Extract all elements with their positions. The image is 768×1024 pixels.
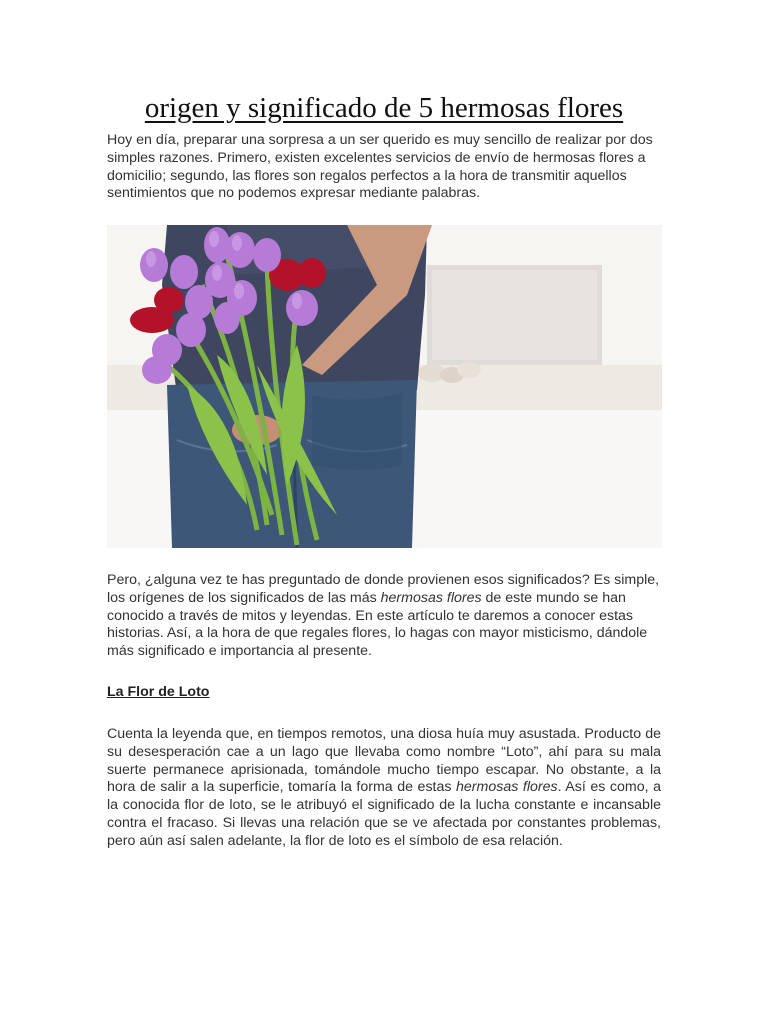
emphasis-text: hermosas flores — [456, 779, 558, 796]
paragraph-text: de este mundo se han conocido a través de mitos y leyendas. En este artículo te daremos a conocer estas historias. Así, a la hora de que regales flores, lo hagas con mayor misticismo, dándole más significado e importancia al presente. — [107, 589, 648, 660]
page-title: origen y significado de 5 hermosas flores — [144, 92, 624, 124]
photo-man-holding-tulips — [107, 225, 662, 548]
body-paragraph-origins — [107, 572, 661, 661]
body-paragraph-lotus — [107, 726, 661, 851]
intro-paragraph: Hoy en día, preparar una sorpresa a un ser querido es muy sencillo de realizar por dos simples razones. Primero, existen excelentes servicios de envío de hermosas flores a domicilio; segundo, las flores son regalos perfectos a la hora de transmitir aquellos sentimientos que no podemos expresar mediante palabras. — [107, 132, 653, 202]
emphasis-text: hermosas flores — [380, 589, 482, 606]
paragraph-text: Cuenta la leyenda que, en tiempos remotos, una diosa huía muy asustada. Producto de su desesperación cae a un lago que llevaba como nombre “Loto”, ahí para su mala suerte permanece aprisionada, tomándole mucho tiempo escapar. No obstante, a la hora de salir a la superficie, tomaría la forma de estas — [107, 726, 661, 796]
section-heading-lotus: La Flor de Loto — [107, 684, 210, 700]
paragraph-text: . Así es como, a la conocida flor de loto, se le atribuyó el significado de la lucha constante e incansable contra el fracaso. Si llevas una relación que se ve afectada por constantes problemas, pero aún así salen adelante, la flor de loto es el símbolo de esa relación. — [107, 779, 661, 849]
paragraph-text: Pero, ¿alguna vez te has preguntado de donde provienen esos significados? Es simple, los orígenes de los significados de las más — [107, 572, 660, 606]
